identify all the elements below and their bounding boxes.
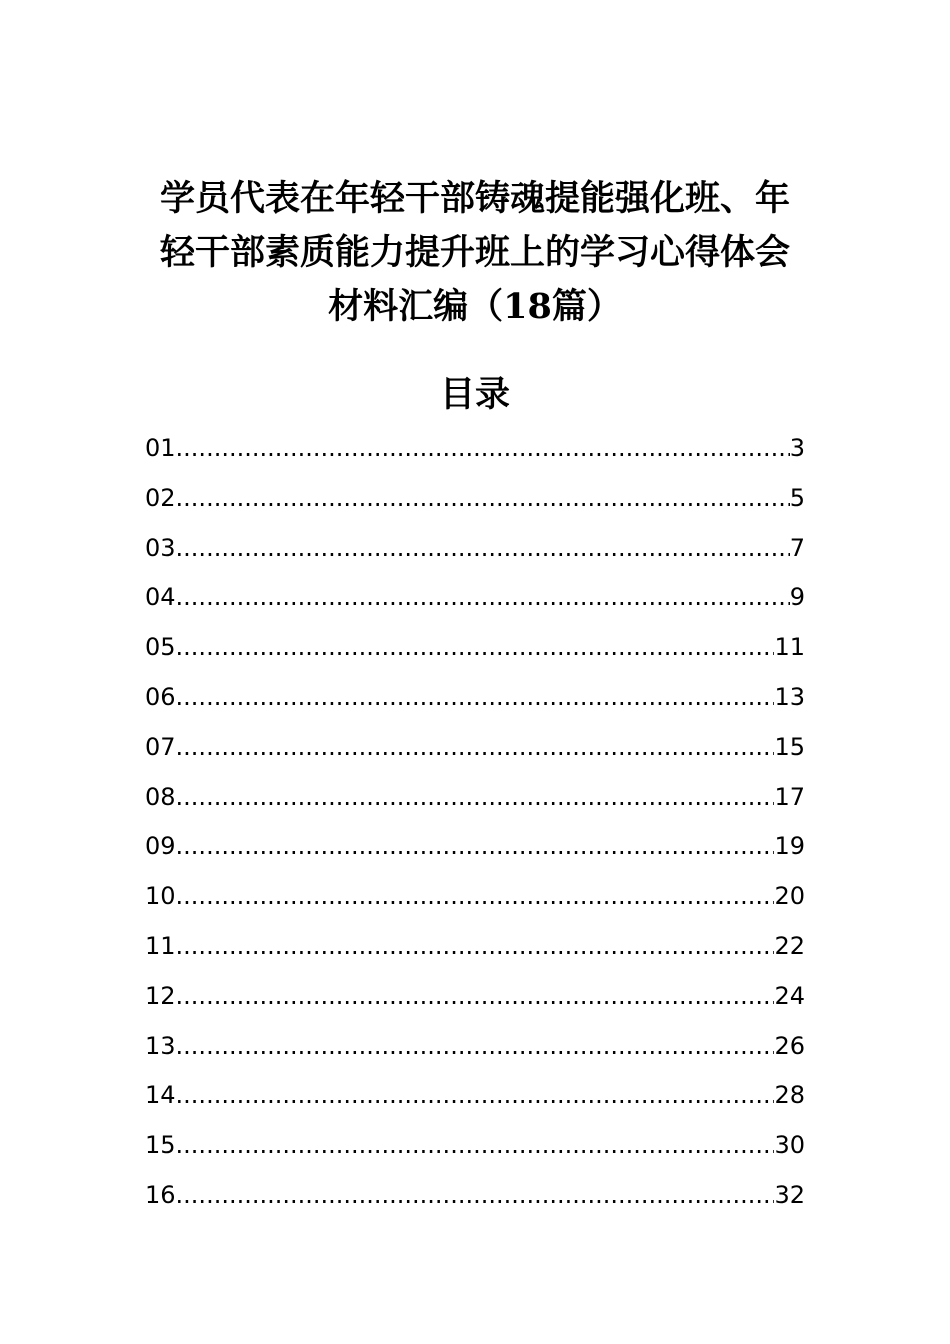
toc-entry-label: 16: [145, 1180, 176, 1209]
dot-leader: [176, 773, 775, 823]
toc-entry[interactable]: [145, 1071, 805, 1121]
toc-entry-page: 24: [774, 981, 805, 1010]
toc-entry[interactable]: [145, 822, 805, 872]
toc-entry-label: 01: [145, 434, 176, 462]
toc-entry-page: 9: [789, 583, 805, 612]
toc-entry[interactable]: [145, 773, 805, 823]
dot-leader: [176, 1171, 775, 1221]
dot-leader: [176, 972, 775, 1022]
toc-entry-page: 32: [774, 1180, 805, 1209]
toc-entry[interactable]: [145, 972, 805, 1022]
toc-entry-label: 05: [145, 633, 176, 662]
title-line-1: 学员代表在年轻干部铸魂提能强化班、年: [159, 178, 790, 219]
dot-leader: [176, 822, 775, 872]
toc-entry-page: 13: [774, 682, 805, 711]
toc-entry-page: 22: [774, 931, 805, 960]
toc-entry[interactable]: [145, 524, 805, 574]
dot-leader: [176, 872, 775, 922]
toc-entry-page: 7: [789, 533, 805, 562]
table-of-contents: [145, 424, 805, 1221]
toc-entry[interactable]: [145, 1121, 805, 1171]
dot-leader: [176, 524, 790, 574]
toc-entry-page: 15: [774, 732, 805, 761]
toc-entry-label: 08: [145, 782, 176, 811]
toc-entry[interactable]: [145, 673, 805, 723]
dot-leader: [176, 623, 775, 673]
toc-entry[interactable]: [145, 1171, 805, 1221]
toc-entry-page: 20: [774, 882, 805, 911]
toc-entry[interactable]: [145, 872, 805, 922]
toc-entry-label: 13: [145, 1031, 176, 1060]
document-title: [140, 172, 810, 334]
toc-entry-label: 03: [145, 533, 176, 562]
toc-entry-label: 09: [145, 832, 176, 861]
dot-leader: [176, 1022, 775, 1072]
dot-leader: [176, 424, 790, 474]
dot-leader: [176, 474, 790, 524]
toc-entry[interactable]: [145, 922, 805, 972]
toc-entry[interactable]: [145, 573, 805, 623]
toc-entry[interactable]: [145, 623, 805, 673]
dot-leader: [176, 1071, 775, 1121]
title-line-2: 轻干部素质能力提升班上的学习心得体会: [159, 232, 790, 273]
toc-entry-label: 11: [145, 931, 176, 960]
toc-entry[interactable]: [145, 723, 805, 773]
toc-entry-page: 5: [789, 483, 805, 512]
toc-entry-label: 12: [145, 981, 176, 1010]
dot-leader: [176, 573, 790, 623]
dot-leader: [176, 922, 775, 972]
toc-entry-page: 19: [774, 832, 805, 861]
toc-entry-page: 3: [789, 434, 805, 462]
dot-leader: [176, 1121, 775, 1171]
toc-entry-label: 15: [145, 1131, 176, 1160]
toc-entry-label: 02: [145, 483, 176, 512]
dot-leader: [176, 723, 775, 773]
toc-entry-page: 17: [774, 782, 805, 811]
title-line-3: 材料汇编（18篇）: [328, 286, 622, 327]
toc-entry-page: 28: [774, 1081, 805, 1110]
toc-entry-label: 07: [145, 732, 176, 761]
toc-entry-label: 14: [145, 1081, 176, 1110]
toc-entry[interactable]: [145, 474, 805, 524]
toc-entry-label: 04: [145, 583, 176, 612]
toc-entry[interactable]: [145, 1022, 805, 1072]
toc-entry-page: 11: [774, 633, 805, 662]
toc-heading: 目录: [439, 374, 510, 415]
toc-entry-label: 10: [145, 882, 176, 911]
toc-entry-label: 06: [145, 682, 176, 711]
toc-entry[interactable]: [145, 424, 805, 474]
toc-entry-page: 26: [774, 1031, 805, 1060]
toc-entry-page: 30: [774, 1131, 805, 1160]
dot-leader: [176, 673, 775, 723]
